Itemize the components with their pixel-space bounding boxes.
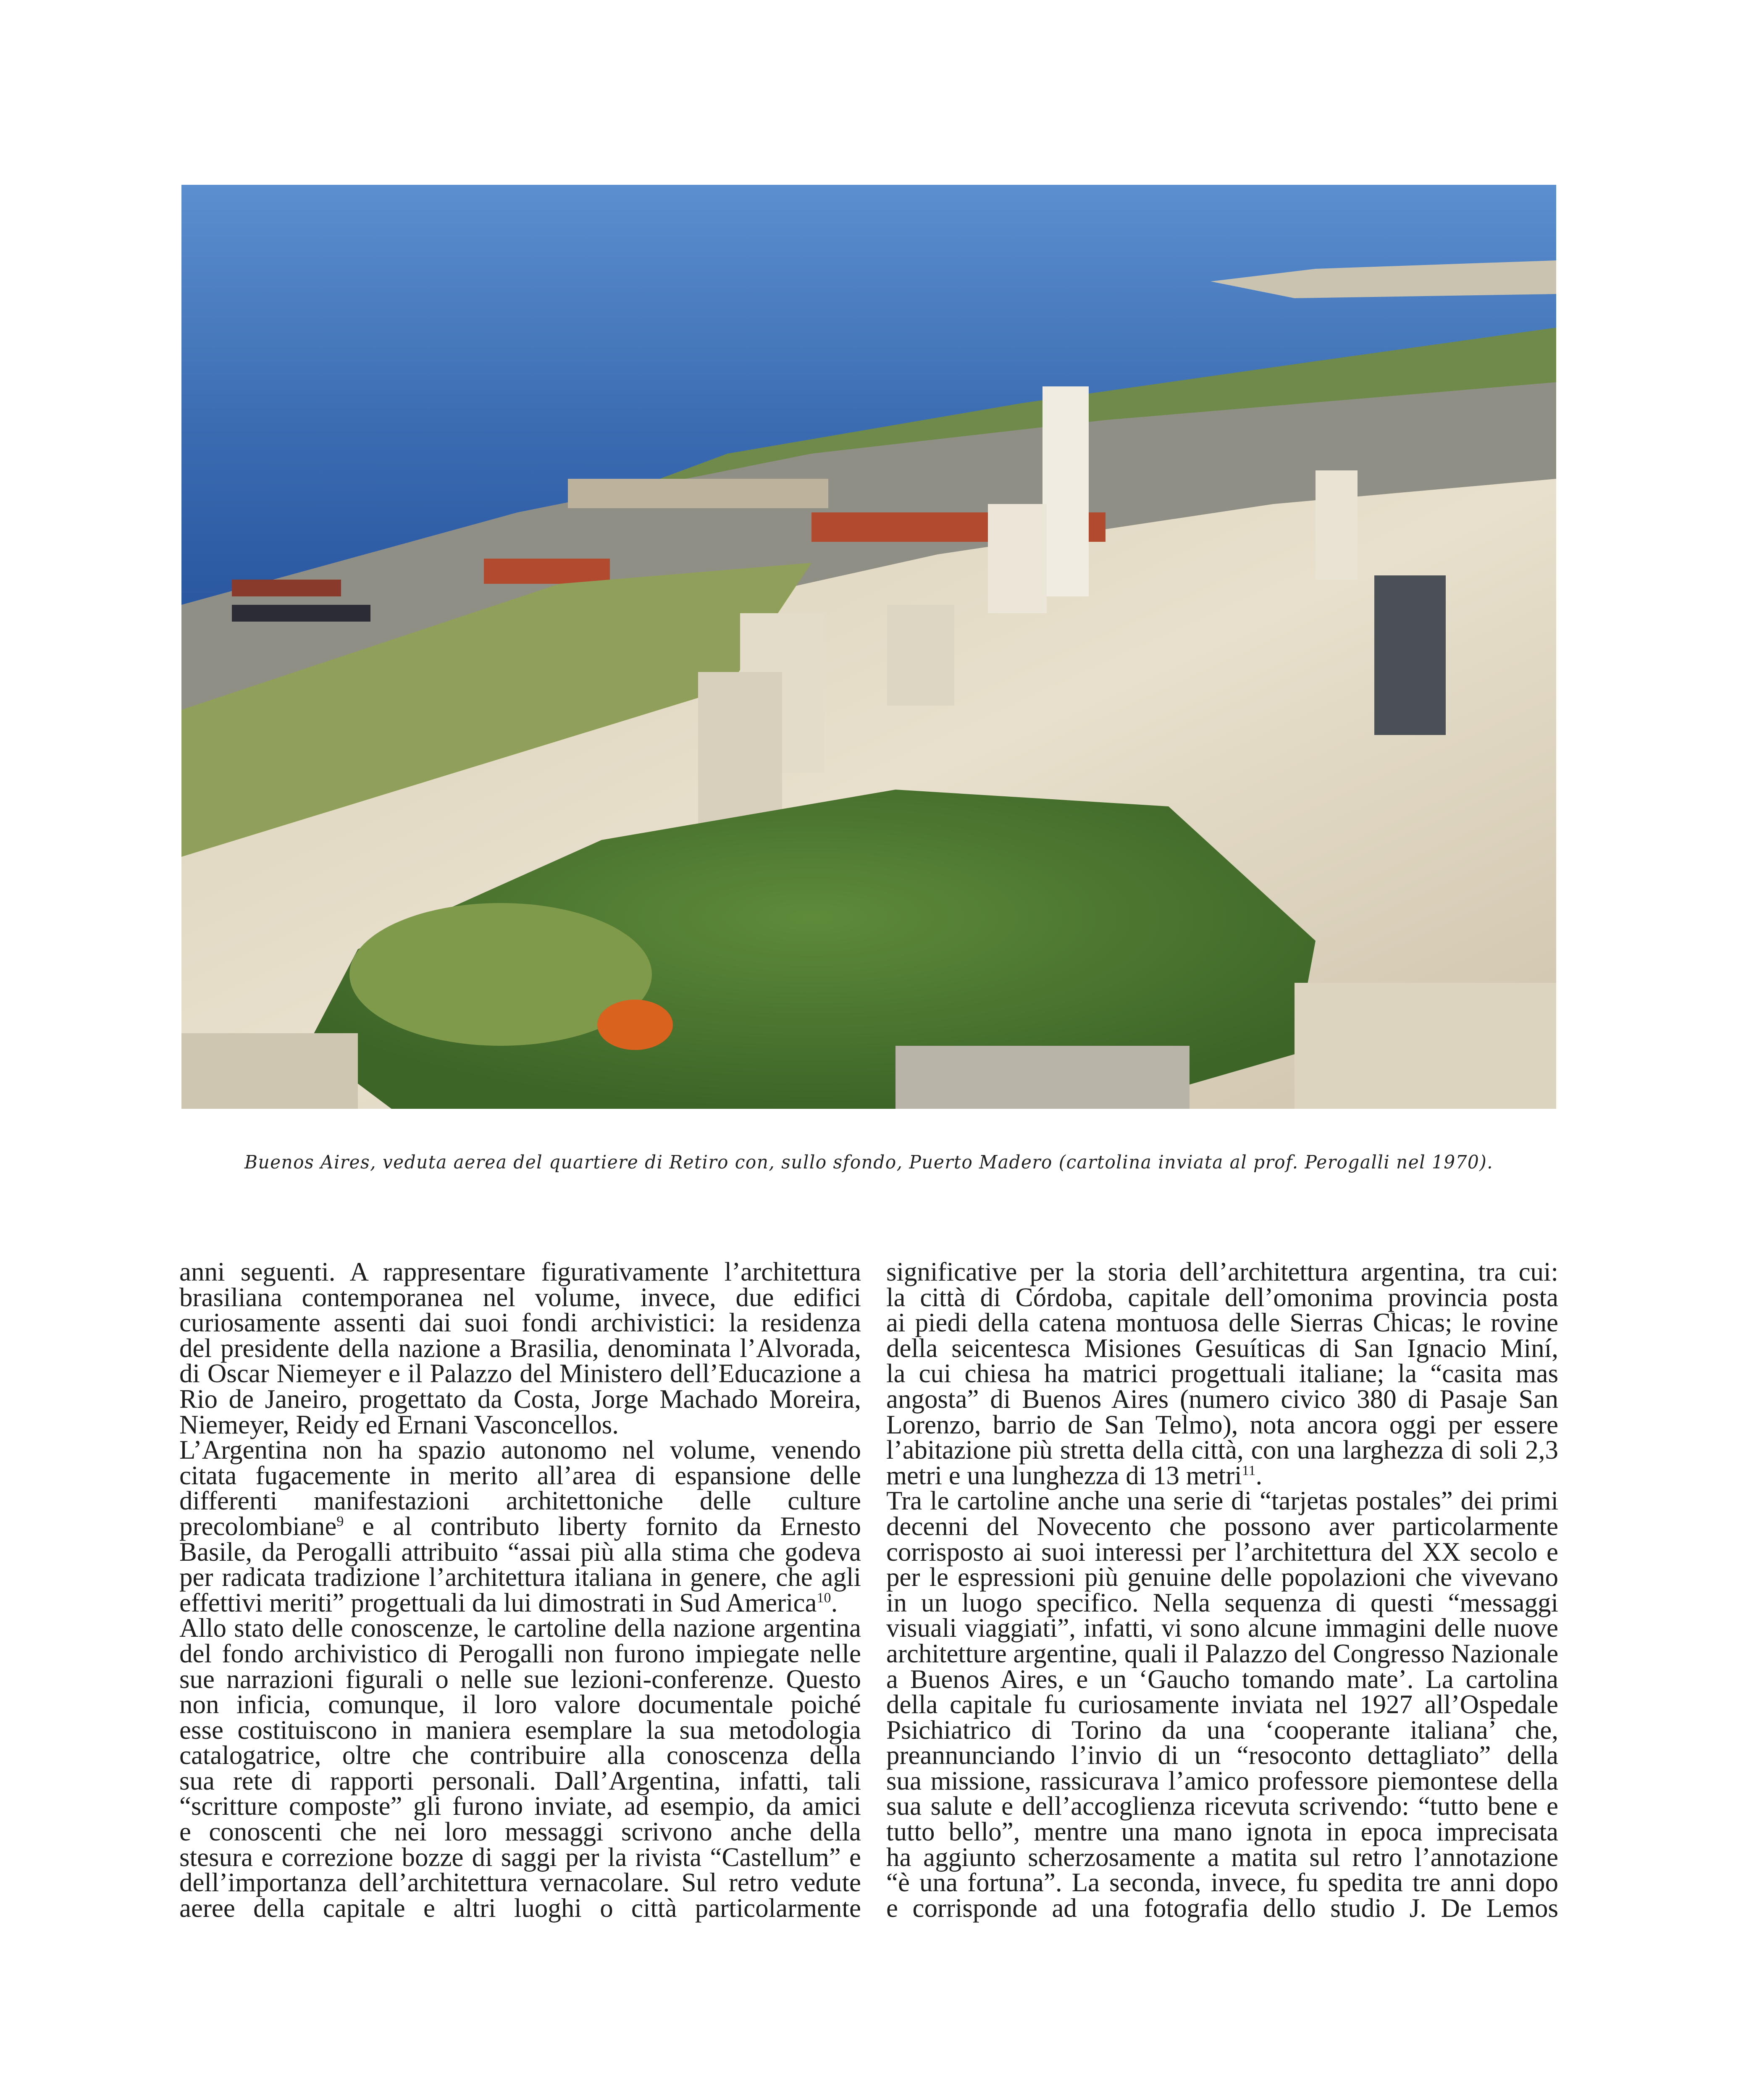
text-fragment: precolombiane [179,1511,337,1541]
text-fragment: . [1255,1460,1263,1490]
footnote-ref-11[interactable]: 11 [1242,1462,1256,1478]
text-line: visuali viaggiati”, infatti, vi sono alcune immagini delle nuove [886,1613,1558,1643]
text-line: catalogatrice, oltre che contribuire alla conoscenza della [179,1740,861,1770]
text-line: la cui chiesa ha matrici progettuali italiane; la “casita mas [886,1359,1558,1389]
text-line: dell’importanza dell’architettura vernacolare. Sul retro vedute [179,1868,861,1898]
text-line: anni seguenti. A rappresentare figurativamente l’architettura [179,1257,861,1286]
text-line: Rio de Janeiro, progettato da Costa, Jorge Machado Moreira, [179,1384,861,1414]
tower [1042,386,1089,596]
tower [988,504,1047,613]
text-line: brasiliana contemporanea nel volume, invece, due edifici [179,1282,861,1312]
figure-caption: Buenos Aires, veduta aerea del quartiere di Retiro con, sullo sfondo, Puerto Madero (cartolina inviata al prof. Perogalli nel 1970). [244,1152,1494,1173]
text-line: sua rete di rapporti personali. Dall’Argentina, infatti, tali [179,1766,861,1796]
tower [887,605,954,706]
text-line: decenni del Novecento che possono aver particolarmente [886,1511,1558,1541]
tower [1374,575,1446,735]
text-line: e corrisponde ad una fotografia dello studio J. De Lemos [886,1893,1558,1923]
ship [232,605,370,622]
text-line: del fondo archivistico di Perogalli non furono impiegate nelle [179,1638,861,1668]
dock-building [568,479,828,508]
text-line: “scritture composte” gli furono inviate, ad esempio, da amici [179,1791,861,1821]
text-line: ai piedi della catena montuosa delle Sierras Chicas; le rovine [886,1308,1558,1338]
text-line: a Buenos Aires, e un ‘Gaucho tomando mate’. La cartolina [886,1664,1558,1694]
tower [1316,470,1358,580]
text-line: in un luogo specifico. Nella sequenza di questi “messaggi [886,1588,1558,1617]
text-line-with-footnote [179,1590,861,1616]
text-line: aeree della capitale e altri luoghi o città particolarmente [179,1893,861,1923]
text-line: Psichiatrico di Torino da una ‘cooperante italiana’ che, [886,1715,1558,1745]
text-line: Tra le cartoline anche una serie di “tarjetas postales” dei primi [886,1486,1558,1516]
text-fragment: metri e una lunghezza di 13 metri [886,1460,1242,1490]
text-line: architetture argentine, quali il Palazzo del Congresso Nazionale [886,1638,1559,1668]
text-line: “è una fortuna”. La seconda, invece, fu spedita tre anni dopo [886,1868,1558,1898]
text-line: Lorenzo, barrio de San Telmo), nota ancora oggi per essere [886,1410,1558,1439]
text-line: Niemeyer, Reidy ed Ernani Vasconcellos. [179,1410,619,1439]
text-line: differenti manifestazioni architettoniche delle culture [179,1486,861,1516]
text-column-right [886,1259,1558,1921]
text-fragment: . [831,1588,838,1617]
text-line: sua missione, rassicurava l’amico professore piemontese della [886,1766,1558,1796]
text-line: Allo stato delle conoscenze, le cartoline della nazione argentina [179,1613,861,1643]
text-line: citata fugacemente in merito all’area di espansione delle [179,1460,861,1490]
text-fragment: effettivi meriti” progettuali da lui dimostrati in Sud America [179,1588,817,1617]
plaza [895,1046,1190,1109]
text-line: significative per la storia dell’architettura argentina, tra cui: [886,1257,1558,1286]
aerial-photo-buenos-aires [181,185,1556,1109]
text-line: L’Argentina non ha spazio autonomo nel volume, venendo [179,1435,861,1465]
text-line: per radicata tradizione l’architettura italiana in genere, che agli [179,1562,861,1592]
text-line: per le espressioni più genuine delle popolazioni che vivevano [886,1562,1558,1592]
text-line: stesura e correzione bozze di saggi per la rivista “Castellum” e [179,1842,861,1872]
text-line: curiosamente assenti dai suoi fondi archivistici: la residenza [179,1308,861,1338]
text-line: del presidente della nazione a Brasilia, denominata l’Alvorada, [179,1333,861,1363]
text-line: sue narrazioni figurali o nelle sue lezioni-conferenze. Questo [179,1664,861,1694]
text-line-with-footnote [179,1511,861,1541]
footnote-ref-10[interactable]: 10 [817,1590,831,1606]
text-line: preannunciando l’invio di un “resoconto dettagliato” della [886,1740,1558,1770]
text-line: tutto bello”, mentre una mano ignota in epoca imprecisata [886,1817,1558,1847]
text-line-with-footnote [886,1460,1558,1490]
text-line: sua salute e dell’accoglienza ricevuta scrivendo: “tutto bene e [886,1791,1558,1821]
text-line: angosta” di Buenos Aires (numero civico 380 di Pasaje San [886,1384,1558,1414]
text-line: la città di Córdoba, capitale dell’omonima provincia posta [886,1282,1558,1312]
city-block-lower-left [181,1033,358,1109]
text-line: e conoscenti che nei loro messaggi scrivono anche della [179,1817,861,1847]
text-line: Basile, da Perogalli attribuito “assai più alla stima che godeva [179,1537,861,1567]
footnote-ref-9[interactable]: 9 [336,1513,344,1529]
ship [232,580,341,596]
text-line: ha aggiunto scherzosamente a matita sul retro l’annotazione [886,1842,1558,1872]
text-line: corrisposto ai suoi interessi per l’architettura del XX secolo e [886,1537,1558,1567]
text-line: di Oscar Niemeyer e il Palazzo del Ministero dell’Educazione a [179,1359,861,1389]
text-fragment: e al contributo liberty fornito da Ernesto [344,1511,861,1541]
autumn-tree [597,1000,673,1050]
text-line: esse costituiscono in maniera esemplare la sua metodologia [179,1715,861,1745]
port-red-warehouse [484,559,610,584]
city-block-lower-right [1295,983,1556,1109]
text-line: della capitale fu curiosamente inviata nel 1927 all’Ospedale [886,1690,1558,1719]
text-column-left [179,1259,861,1921]
text-line: della seicentesca Misiones Gesuíticas di San Ignacio Miní, [886,1333,1558,1363]
aerial-photo-illustration [181,185,1556,1109]
text-line: non inficia, comunque, il loro valore documentale poiché [179,1690,861,1719]
text-line: l’abitazione più stretta della città, con una larghezza di soli 2,3 [886,1435,1558,1465]
